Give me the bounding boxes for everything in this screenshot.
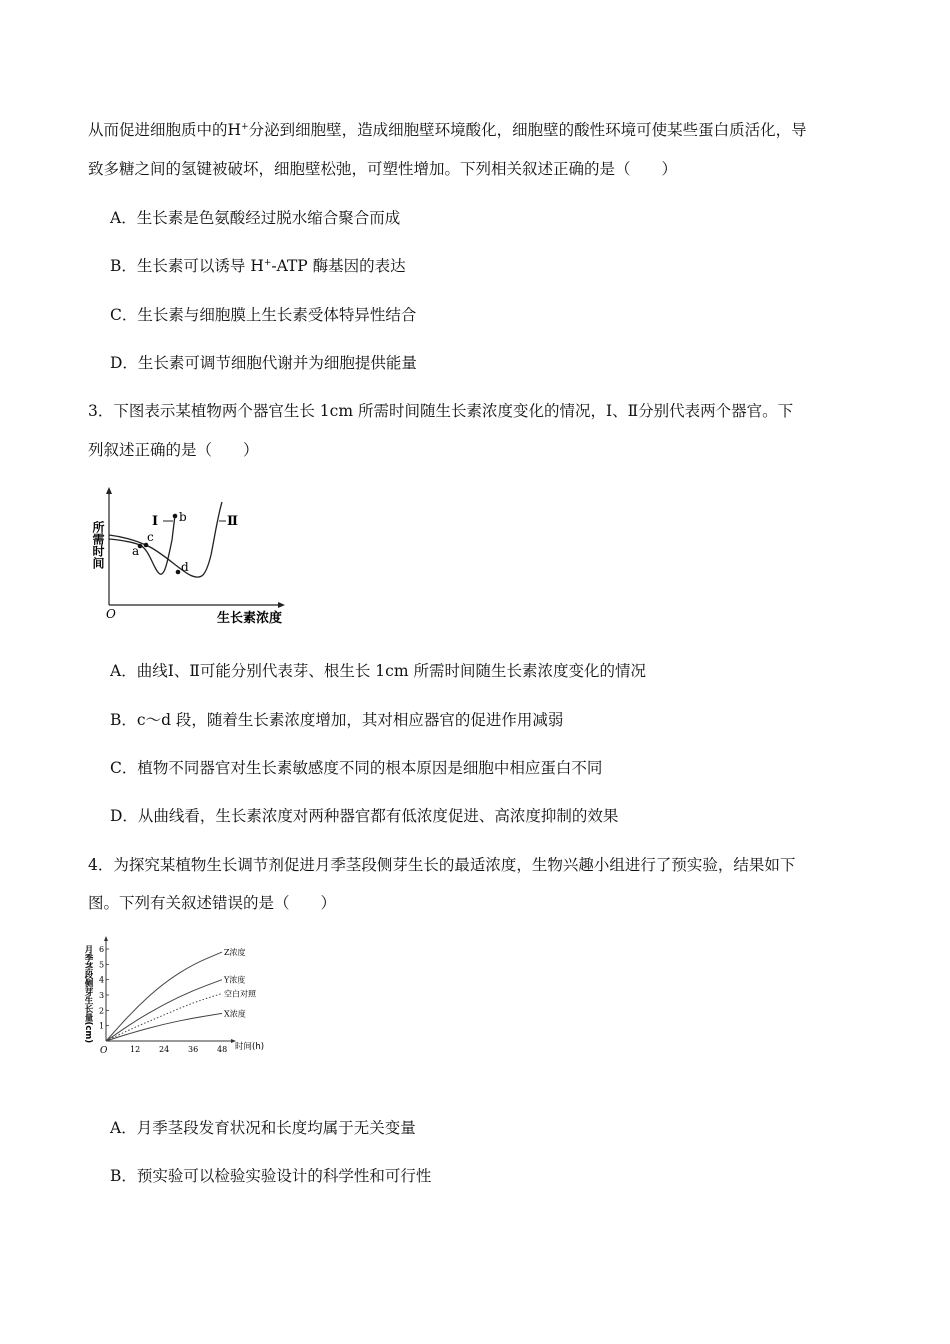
q3-option-b: B．c～d 段，随着生长素浓度增加，其对相应器官的促进作用减弱 [110,711,564,729]
q4-x-label: 时间(h) [235,1042,265,1052]
q3-origin: O [106,607,116,621]
q3-y-axis-arrow [106,487,112,494]
q3-option-c: C．植物不同器官对生长素敏感度不同的根本原因是细胞中相应蛋白不同 [110,759,603,777]
y-tick-label: 5 [99,960,105,970]
q3-y-label: 所需时间 [91,521,105,569]
q3-figure [80,485,300,630]
x-tick-label: 24 [159,1045,170,1054]
q2-stem-line-2: 致多糖之间的氢键被破坏，细胞壁松弛，可塑性增加。下列相关叙述正确的是（ ） [88,160,678,178]
q3-point-d-label: d [181,560,189,574]
q3-curve-2-label: Ⅱ [227,514,238,529]
y-tick-label: 3 [99,991,105,1000]
q3-point-d [176,570,181,575]
series-line [106,993,222,1041]
q3-point-b [173,514,178,519]
q3-point-a-label: a [132,544,140,558]
q4-origin: O [100,1046,108,1056]
q2-option-a: A．生长素是色氨酸经过脱水缩合聚合而成 [110,209,401,227]
q3-x-axis-arrow [278,602,285,608]
q4-stem-line-1: 4．为探究某植物生长调节剂促进月季茎段侧芽生长的最适浓度，生物兴趣小组进行了预实验，结果如下 [88,856,796,874]
series-line [106,1013,222,1041]
q2-option-d: D．生长素可调节细胞代谢并为细胞提供能量 [110,354,417,372]
q4-chart [82,935,282,1065]
q3-curve-1-label: Ⅰ [152,514,159,529]
series-line [106,980,222,1041]
q2-option-b: B．生长素可以诱导 H+-ATP 酶基因的表达 [110,257,406,275]
q4-y-label: 月季茎段侧芽生长量(cm) [83,945,93,1044]
series-line [106,952,222,1041]
x-tick-label: 12 [130,1045,141,1054]
series-label: 空白对照 [224,989,256,999]
q3-point-b-label: b [179,510,187,524]
q4-option-a: A．月季茎段发育状况和长度均属于无关变量 [110,1119,416,1137]
series-label: X浓度 [224,1009,246,1019]
x-tick-label: 36 [188,1045,199,1054]
q3-option-d: D．从曲线看，生长素浓度对两种器官都有低浓度促进、高浓度抑制的效果 [110,807,619,825]
q3-option-a: A．曲线Ⅰ、Ⅱ可能分别代表芽、根生长 1cm 所需时间随生长素浓度变化的情况 [110,662,646,680]
q3-stem-line-2: 列叙述正确的是（ ） [88,441,259,459]
series-label: Y浓度 [224,975,246,985]
q2-option-c: C．生长素与细胞膜上生长素受体特异性结合 [110,306,417,324]
q4-option-b: B．预实验可以检验实验设计的科学性和可行性 [110,1167,432,1185]
q3-stem-line-1: 3．下图表示某植物两个器官生长 1cm 所需时间随生长素浓度变化的情况，Ⅰ、Ⅱ分别代表两个器官。下 [88,402,794,420]
y-tick-label: 6 [99,945,105,954]
y-tick-label: 1 [99,1021,105,1031]
x-tick-label: 48 [217,1045,228,1054]
series-label: Z浓度 [224,948,246,958]
q2-stem-line-1: 从而促进细胞质中的H+分泌到细胞壁，造成细胞壁环境酸化，细胞壁的酸性环境可使某些蛋白质活化，导 [88,121,807,139]
q3-point-c-label: c [147,530,154,544]
q4-stem-line-2: 图。下列有关叙述错误的是（ ） [88,894,337,912]
q3-x-label: 生长素浓度 [217,611,283,626]
y-tick-label: 2 [99,1006,105,1016]
y-tick-label: 4 [99,975,105,985]
q3-curve-1 [109,515,175,574]
